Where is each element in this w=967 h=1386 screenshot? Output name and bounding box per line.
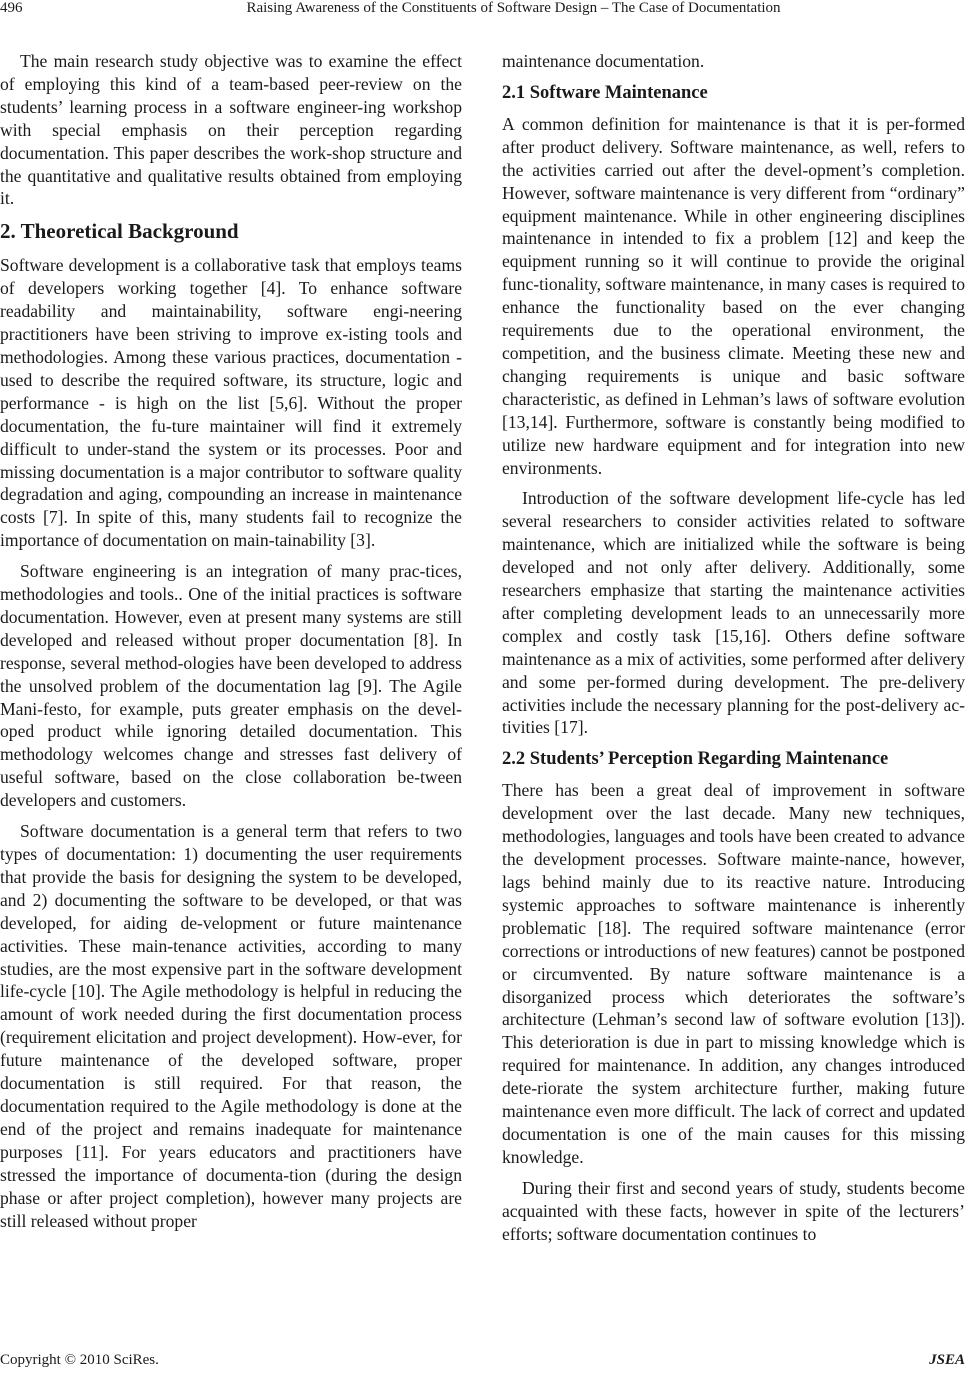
- section-heading: 2. Theoretical Background: [0, 219, 239, 244]
- paragraph: Introduction of the software development life-cycle has led several researchers to consider activities related to software maintenance, which are initialized while the software is being developed and not only after delivery. Additionally, some researchers emphasize that starting the maintenance activities after completing development leads to an unnecessarily more complex and costly task [15,16]. Others define software maintenance as a mix of activities, some performed after delivery and some per-formed during development. The pre-delivery activities include the necessary planning for the post-delivery ac-tivities [17].: [502, 488, 965, 738]
- paragraph: maintenance documentation.: [502, 51, 705, 71]
- page-number: 496: [0, 0, 23, 16]
- subsection-heading: 2.1 Software Maintenance: [502, 82, 708, 103]
- subsection-heading: 2.2 Students’ Perception Regarding Maintenance: [502, 749, 889, 770]
- paragraph: A common definition for maintenance is that it is per-formed after product delivery. Software maintenance, as well, refers to the activities carried out after the devel-opment’s completion. However, software maintenance is very different from “ordinary” equipment maintenance. While in other engineering disciplines maintenance in intended to fix a problem [12] and keep the equipment running so it will continue to provide the original func-tionality, software maintenance, in many cases is required to enhance the functionality based on the ever changing requirements due to the operational environment, the competition, and the business climate. Meeting these new and changing requirements is unique and basic software characteristic, as defined in Lehman’s laws of software evolution [13,14]. Furthermore, software is constantly being modified to utilize new hardware equipment and for integration into new environments.: [502, 113, 965, 478]
- paragraph: Software development is a collaborative task that employs teams of developers working together [4]. To enhance software readability and maintainability, software engi-neering practitioners have been striving to improve ex-isting tools and methodologies. Among these various practices, documentation - used to describe the required software, its structure, logic and performance - is high on the list [5,6]. Without the proper documentation, the fu-ture maintainer will find it extremely difficult to under-stand the system or its processes. Poor and missing documentation is a major contributor to software quality degradation and aging, compounding an increase in maintenance costs [7]. In spite of this, many students fail to recognize the importance of documentation on main-tainability [3].: [0, 255, 462, 551]
- journal-abbrev: JSEA: [929, 1352, 965, 1368]
- paragraph: Software engineering is an integration of many prac-tices, methodologies and tools.. One of the initial practices is software documentation. However, even at present many systems are still developed and released without proper documentation [8]. In response, several method-ologies have been developed to address the unsolved problem of the documentation lag [9]. The Agile Mani-festo, for example, puts greater emphasis on the devel-oped product while ignoring detailed documentation. This methodology welcomes change and stresses fast delivery of useful software, based on the close collaboration be-tween developers and customers.: [0, 561, 462, 811]
- page-footer: [0, 1352, 965, 1382]
- left-column: [0, 50, 462, 1240]
- paragraph: During their first and second years of study, students become acquainted with these facts, however in spite of the lecturers’ efforts; software documentation continues to: [502, 1177, 965, 1244]
- running-title: Raising Awareness of the Constituents of Software Design – The Case of Documentation: [246, 0, 781, 16]
- paragraph: The main research study objective was to examine the effect of employing this kind of a team-based peer-review on the students’ learning process in a software engineer-ing workshop with special emphasis on their perception regarding documentation. This paper describes the work-shop structure and the quantitative and qualitative results obtained from employing it.: [0, 51, 462, 209]
- copyright-notice: Copyright © 2010 SciRes.: [0, 1352, 159, 1368]
- paragraph: There has been a great deal of improvement in software development over the last decade. Many new techniques, methodologies, languages and tools have been created to advance the development processes. Software mainte-nance, however, lags behind mainly due to its reactive nature. Introducing systemic approaches to software maintenance is inherently problematic [18]. The required software maintenance (error corrections or introductions of new features) cannot be postponed or circumvented. By nature software maintenance is a disorganized process which deteriorates the software’s architecture (Lehman’s second law of software evolution [13]). This deterioration is due in part to missing knowledge which is required for maintenance. In addition, any changes introduced dete-riorate the system architecture further, making future maintenance even more difficult. The lack of correct and updated documentation is one of the main causes for this missing knowledge.: [502, 780, 965, 1167]
- page-header: [0, 0, 967, 30]
- paragraph: Software documentation is a general term that refers to two types of documentation: 1) documenting the user requirements that provide the basis for designing the system to be developed, and 2) documenting the software to be developed, or that was developed, for aiding de-velopment or future maintenance activities. These main-tenance activities, according to many studies, are the most expensive part in the software development life-cycle [10]. The Agile methodology is helpful in reducing the amount of work needed during the first documentation process (requirement elicitation and project development). How-ever, for future maintenance of the developed software, proper documentation is still required. For that reason, the documentation required to the Agile methodology is done at the end of the project and remains inadequate for maintenance purposes [11]. For years educators and practitioners have stressed the importance of documenta-tion (during the design phase or after project completion), however many projects are still released without proper: [0, 821, 462, 1231]
- right-column: [502, 50, 965, 1254]
